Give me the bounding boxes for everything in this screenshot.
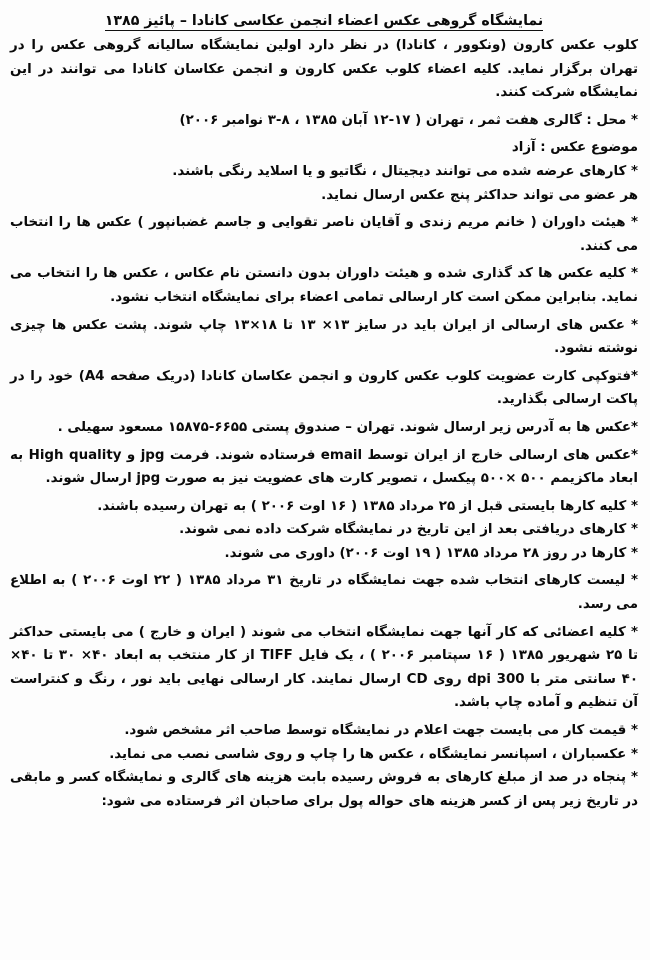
paragraph-sponsor: * عکسباران ، اسپانسر نمایشگاه ، عکس ها را چاپ و روی شاسی نصب می نماید.: [109, 746, 638, 762]
paragraph-sales-share: * پنجاه در صد از مبلغ کارهای به فروش رسیده بابت هزینه های گالری و نمایشگاه کسر و مابقی در تاریخ زیر پس از کسر هزینه های حواله پول برای صاحبان اثر فرستاده می شود:: [10, 770, 638, 809]
paragraph-jury: * هیئت داوران ( خانم مریم زندی و آقایان ناصر تقوایی و جاسم غضبانپور ) عکس ها را انتخاب می کنند.: [10, 215, 638, 254]
paragraph-intro: کلوب عکس کارون (ونکوور ، کانادا) در نظر دارد اولین نمایشگاه سالیانه گروهی عکس را در تهران برگزار نماید. کلیه اعضاء کلوب عکس کارون و انجمن عکاسان کانادا می توانند در این نمایشگاه شرکت کنند.: [10, 38, 638, 101]
paragraph-venue: * محل : گالری هفت ثمر ، تهران ( ۱۷-۱۲ آبان ۱۳۸۵ ، ۸-۳ نوامبر ۲۰۰۶): [179, 112, 638, 128]
paragraph-price: * قیمت کار می بایست جهت اعلام در نمایشگاه توسط صاحب اثر مشخص شود.: [124, 723, 638, 739]
document-title: [10, 10, 638, 32]
paragraph-print-size: * عکس های ارسالی از ایران باید در سایز ۱۳× ۱۳ تا ۱۸×۱۳ چاپ شوند. پشت عکس ها چیزی نوشته نشود.: [10, 317, 638, 357]
paragraph-media: * کارهای عرضه شده می توانند دیجیتال ، نگاتیو و یا اسلاید رنگی باشند.: [172, 163, 638, 179]
paragraph-coding: * کلیه عکس ها کد گذاری شده و هیئت داوران بدون دانستن نام عکاس ، عکس ها را انتخاب می نماید. بنابراین ممکن است کار ارسالی تمامی اعضاء برای نمایشگاه انتخاب نشود.: [10, 266, 638, 305]
document-body: [10, 34, 638, 813]
paragraph-membership-card: *فتوکپی کارت عضویت کلوب عکس کارون و انجمن عکاسان کانادا (دریک صفحه A4) خود را در پاکت ارسالی بگذارید.: [10, 368, 638, 408]
paragraph-late-submissions: * کارهای دریافتی بعد از این تاریخ در نمایشگاه شرکت داده نمی شوند.: [179, 522, 638, 538]
paragraph-deadline: * کلیه کارها بایستی قبل از ۲۵ مرداد ۱۳۸۵ ( ۱۶ اوت ۲۰۰۶ ) به تهران رسیده باشند.: [97, 498, 638, 514]
document-title-text: نمایشگاه گروهی عکس اعضاء انجمن عکاسی کانادا – پائیز ۱۳۸۵: [104, 13, 544, 29]
paragraph-tiff-submission: * کلیه اعضائی که کار آنها جهت نمایشگاه انتخاب می شوند ( ایران و خارج ) می بایستی حداکثر تا ۲۵ شهریور ۱۳۸۵ ( ۱۶ سپتامبر ۲۰۰۶ ) ، یک فایل TIFF از کار منتخب به ابعاد ۴۰× ۳۰ تا ۴۰× ۴۰ سانتی متر با 300 dpi روی CD ارسال نمایند. کار ارسالی نهایی باید نور ، رنگ و کنتراست آن تنظیم و آماده چاپ باشد.: [10, 624, 639, 711]
paragraph-address: *عکس ها به آدرس زیر ارسال شوند. تهران – صندوق پستی ۶۶۵۵-۱۵۸۷۵ مسعود سهیلی .: [57, 419, 638, 435]
paragraph-email-submission: *عکس های ارسالی خارج از ایران توسط email فرستاده شوند. فرمت jpg و High quality به ابعاد ماکزیمم ۵۰۰ ×۵۰۰ پیکسل ، تصویر کارت های عضویت نیز به صورت jpg ارسال شوند.: [10, 447, 639, 487]
paragraph-subject: موضوع عکس : آزاد: [511, 140, 638, 156]
paragraph-max-photos: هر عضو می تواند حداکثر پنج عکس ارسال نماید.: [321, 187, 638, 203]
paragraph-results-date: * لیست کارهای انتخاب شده جهت نمایشگاه در تاریخ ۳۱ مرداد ۱۳۸۵ ( ۲۲ اوت ۲۰۰۶ ) به اطلاع می رسد.: [10, 573, 638, 613]
paragraph-judging-date: * کارها در روز ۲۸ مرداد ۱۳۸۵ ( ۱۹ اوت ۲۰۰۶) داوری می شوند.: [224, 545, 638, 561]
